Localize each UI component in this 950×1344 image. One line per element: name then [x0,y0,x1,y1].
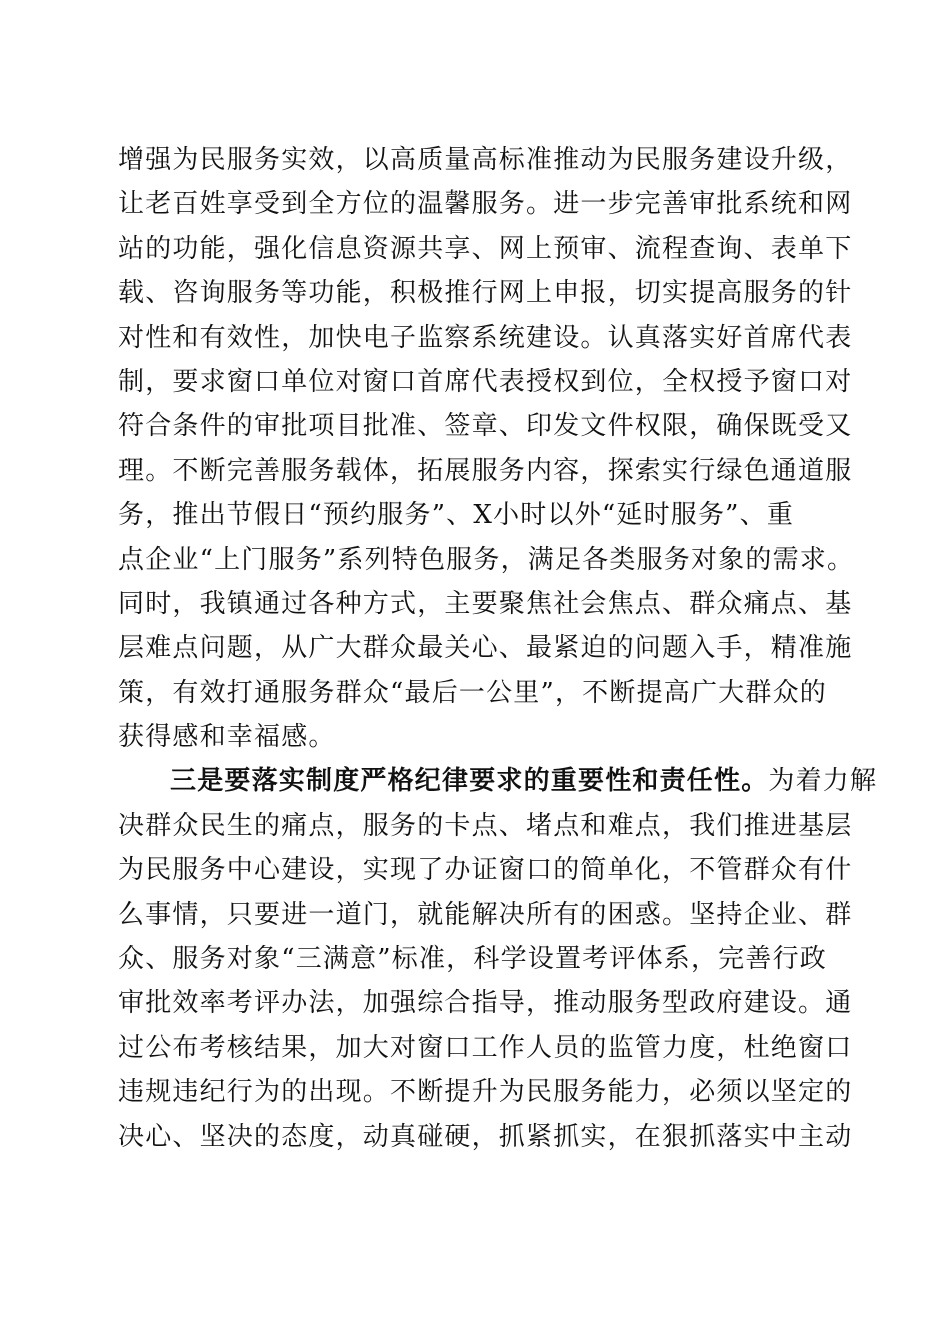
paragraph-line: 决群众民生的痛点，服务的卡点、堵点和难点，我们推进基层 [118,810,853,841]
paragraph-line: 审批效率考评办法，加强综合指导，推动服务型政府建设。通 [118,988,853,1019]
paragraph-line: 么事情，只要进一道门，就能解决所有的困惑。坚持企业、群 [118,899,853,930]
paragraph-line: 获得感和幸福感。 [118,722,336,753]
paragraph-line: 为民服务中心建设，实现了办证窗口的简单化，不管群众有什 [118,855,853,886]
paragraph-line: 载、咨询服务等功能，积极推行网上申报，切实提高服务的针 [118,278,853,309]
paragraph-line: 增强为民服务实效，以高质量高标准推动为民服务建设升级， [118,145,853,175]
paragraph-line: 策，有效打通服务群众“最后一公里”，不断提高广大群众的 [118,677,827,708]
paragraph-line: 理。不断完善服务载体，拓展服务内容，探索实行绿色通道服 [118,455,853,486]
paragraph-line: 站的功能，强化信息资源共享、网上预审、流程查询、表单下 [118,233,853,264]
paragraph-line: 对性和有效性，加快电子监察系统建设。认真落实好首席代表 [118,322,853,353]
paragraph-line: 符合条件的审批项目批准、签章、印发文件权限，确保既受又 [118,411,853,442]
paragraph-line: 制，要求窗口单位对窗口首席代表授权到位，全权授予窗口对 [118,366,853,397]
document-body [118,138,878,1159]
paragraph-line: 点企业“上门服务”系列特色服务，满足各类服务对象的需求。 [118,544,855,575]
paragraph-line: 让老百姓享受到全方位的温馨服务。进一步完善审批系统和网 [118,189,853,220]
paragraph-text: 为着力解 [768,766,878,797]
paragraph-line: 众、服务对象“三满意”标准，科学设置考评体系，完善行政 [118,944,827,975]
paragraph-line: 决心、坚决的态度，动真碰硬，抓紧抓实，在狠抓落实中主动 [118,1121,853,1152]
paragraph-heading-line [118,759,878,803]
paragraph-line: 层难点问题，从广大群众最关心、最紧迫的问题入手，精准施 [118,633,853,664]
paragraph-line: 同时，我镇通过各种方式，主要聚焦社会焦点、群众痛点、基 [118,588,853,619]
paragraph-heading: 三是要落实制度严格纪律要求的重要性和责任性。 [170,766,769,797]
paragraph-line: 过公布考核结果，加大对窗口工作人员的监管力度，杜绝窗口 [118,1032,853,1063]
paragraph-line: 违规违纪行为的出现。不断提升为民服务能力，必须以坚定的 [118,1077,853,1108]
paragraph-line: 务，推出节假日“预约服务”、X小时以外“延时服务”、重 [118,500,795,531]
